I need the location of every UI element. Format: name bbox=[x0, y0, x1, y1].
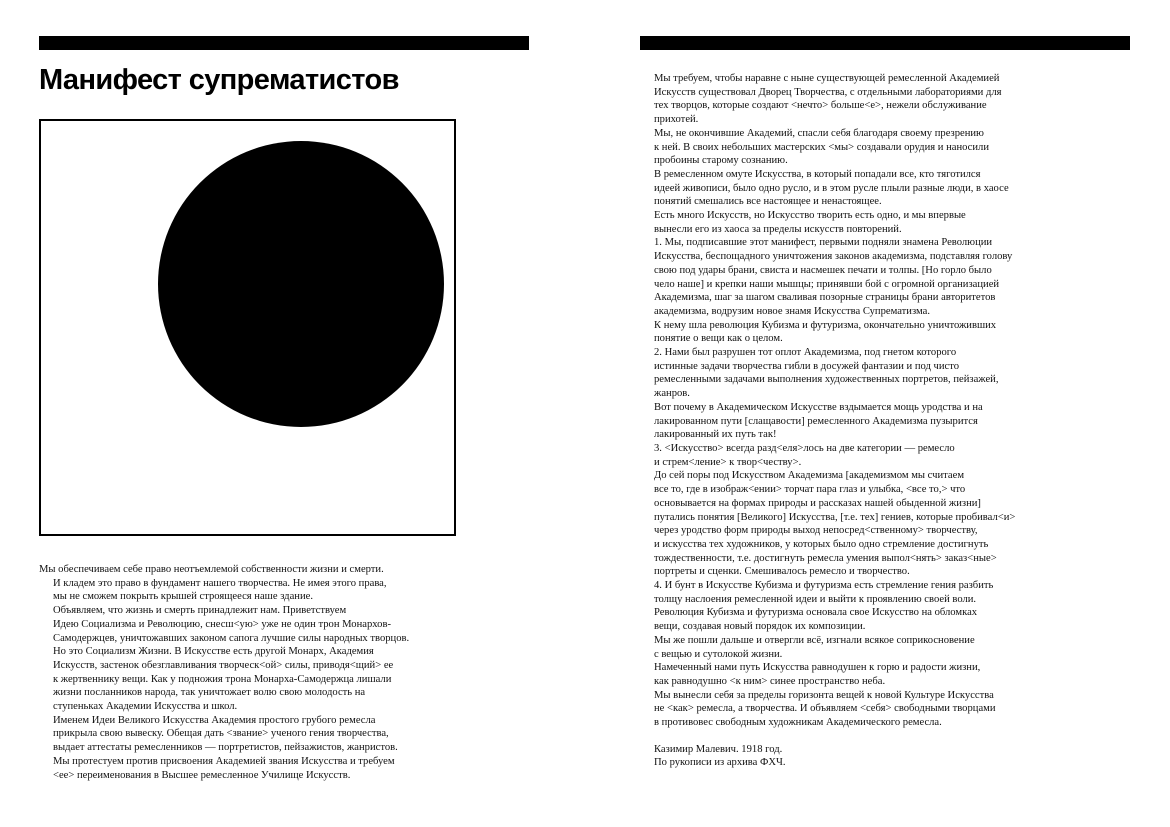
text-line: И кладем это право в фундамент нашего творчества. Не имея этого права, bbox=[53, 577, 387, 589]
black-circle bbox=[158, 141, 444, 427]
text-line: Но это Социализм Жизни. В Искусстве есть другой Монарх, Академия bbox=[53, 646, 374, 658]
text-line: свою под удары брани, свиста и насмешек печати и толпы. [Но горло было bbox=[654, 264, 992, 276]
text-line: и искусства тех художников, у которых было одно стремление достигнуть bbox=[654, 538, 989, 550]
paragraph bbox=[640, 634, 1065, 661]
paragraph bbox=[39, 645, 461, 714]
text-line: Объявляем, что жизнь и смерть принадлежит нам. Приветствуем bbox=[53, 605, 347, 617]
signature bbox=[640, 743, 1065, 770]
text-line: Мы же пошли дальше и отвергли всё, изгнали всякое соприкосновение bbox=[654, 634, 975, 646]
text-line: вещи, создавая новый порядок их композиции. bbox=[654, 621, 866, 633]
paragraph bbox=[39, 714, 461, 755]
paragraph bbox=[640, 606, 1065, 633]
text-line: понятий смешались все настоящее и ненастоящее. bbox=[654, 196, 882, 208]
text-line: лакированный их путь так! bbox=[654, 429, 777, 441]
paragraph bbox=[640, 442, 1065, 469]
left-column-text bbox=[39, 563, 461, 782]
text-line: к ней. В своих небольших мастерских <мы> создавали орудия и наносили bbox=[654, 141, 990, 153]
text-line: Мы обеспечиваем себе право неотъемлемой собственности жизни и смерти. bbox=[39, 564, 384, 575]
text-line: не <как> ремесла, а творчества. И объявляем <себя> свободными творцами bbox=[654, 703, 996, 715]
text-line: 3. <Искусство> всегда разд<еля>лось на две категории — ремесло bbox=[654, 442, 955, 454]
text-line: лакированном пути [слащавости] ремесленного Академизма пузырится bbox=[654, 415, 978, 427]
paragraph bbox=[640, 72, 1065, 127]
text-line: Вот почему в Академическом Искусстве вздымается мощь уродства и на bbox=[654, 401, 983, 413]
text-line: понятие о вещи как о целом. bbox=[654, 333, 783, 345]
text-line: вынесли его из хаоса за пределы искусств повторений. bbox=[654, 223, 902, 235]
text-line: толщу наслоения ремесленной идеи и выйти к проявлению своей воли. bbox=[654, 593, 977, 605]
text-line: 4. И бунт в Искусстве Кубизма и футуризма есть стремление гения разбить bbox=[654, 580, 994, 592]
text-line: Революция Кубизма и футуризма основала свое Искусство на обломках bbox=[654, 607, 978, 619]
text-line: 2. Нами был разрушен тот оплот Академизма, под гнетом которого bbox=[654, 347, 957, 359]
page-title: Манифест супрематистов bbox=[39, 64, 399, 96]
text-line: Искусства, беспощадного уничтожения законов академизма, подставляя голову bbox=[654, 251, 1013, 263]
text-line: чело наше] и крепки наши мышцы; принявши бой с огромной организацией bbox=[654, 278, 1000, 290]
paragraph bbox=[640, 168, 1065, 209]
text-line: истинные задачи творчества гибли в досужей фантазии и под чисто bbox=[654, 360, 960, 372]
text-line: Мы протестуем против присвоения Академией звания Искусства и требуем bbox=[53, 755, 395, 767]
text-line: Мы, не окончившие Академий, спасли себя благодаря своему презрению bbox=[654, 127, 984, 139]
text-line: все то, где в изображ<ении> торчат пара глаз и улыбка, <все то,> что bbox=[654, 484, 966, 496]
paragraph bbox=[640, 689, 1065, 730]
text-line: Именем Идеи Великого Искусства Академия простого грубого ремесла bbox=[53, 714, 376, 726]
text-line: идеей живописи, было одно русло, и в этом русле плыли разные люди, в хаосе bbox=[654, 182, 1009, 194]
text-line: Намеченный нами путь Искусства равнодушен к горю и радости жизни, bbox=[654, 662, 981, 674]
text-line: Мы требуем, чтобы наравне с ныне существующей ремесленной Академией bbox=[654, 73, 1000, 84]
paragraph bbox=[640, 661, 1065, 688]
text-line: тождественности, т.е. достигнуть ремесла умения выпол<нять> заказ<ные> bbox=[654, 552, 997, 564]
paragraph bbox=[39, 604, 461, 645]
right-column-text bbox=[640, 72, 1065, 770]
paragraph bbox=[640, 127, 1065, 168]
illustration-canvas bbox=[41, 121, 454, 534]
text-line: К нему шла революция Кубизма и футуризма, окончательно уничтоживших bbox=[654, 319, 997, 331]
paragraph bbox=[640, 319, 1065, 346]
paragraph bbox=[640, 236, 1065, 318]
top-rule-left bbox=[39, 36, 529, 50]
top-rule-right bbox=[640, 36, 1130, 50]
paragraph bbox=[640, 346, 1065, 401]
text-line: ремесленными задачами выполнения художественных портретов, пейзажей, bbox=[654, 374, 999, 386]
paragraph bbox=[640, 209, 1065, 236]
text-line: академизма, водрузим новое знамя Искусства Супрематизма. bbox=[654, 305, 930, 317]
text-line: тех творцов, которые создают <нечто> больше<е>, нежели обслуживание bbox=[654, 100, 987, 112]
text-line: прихотей. bbox=[654, 114, 699, 126]
text-line: Самодержцев, уничтожавших законом сапога лучшие силы народных творцов. bbox=[53, 632, 410, 644]
paragraph bbox=[640, 401, 1065, 442]
text-line: через уродство форм природы выход непосред<ственному> творчеству, bbox=[654, 525, 978, 537]
text-line: выдает аттестаты ремесленников — портретистов, пейзажистов, жанристов. bbox=[53, 742, 398, 754]
paragraph bbox=[39, 577, 461, 604]
text-line: мы не сможем покрыть крышей строящееся наше здание. bbox=[53, 591, 313, 603]
text-line: жизни посланников народа, так уничтожает волю свою молодость на bbox=[53, 687, 366, 699]
text-line: Мы вынесли себя за пределы горизонта вещей к новой Культуре Искусства bbox=[654, 689, 994, 701]
text-line: пробоины старому сознанию. bbox=[654, 155, 788, 167]
text-line: Идею Социализма и Революцию, снесш<ую> уже не один трон Монархов- bbox=[53, 618, 391, 630]
text-line: Академизма, шаг за шагом сваливая позорные страницы брани авторитетов bbox=[654, 292, 996, 304]
text-line: и стрем<ление> к твор<честву>. bbox=[654, 456, 802, 468]
text-line: к жертвеннику вещи. Как у подножия трона Монарха-Самодержца лишали bbox=[53, 673, 392, 685]
text-line: Искусств, застенок обезглавливания творческ<ой> силы, приводя<щий> ее bbox=[53, 659, 394, 671]
suprematist-illustration bbox=[39, 119, 456, 536]
text-line: В ремесленном омуте Искусства, в который попадали все, кто тяготился bbox=[654, 168, 981, 180]
text-line: До сей поры под Искусством Академизма [академизмом мы считаем bbox=[654, 470, 965, 482]
text-line: прикрыла свою вывеску. Обещая дать <звание> ученого гения творчества, bbox=[53, 728, 389, 740]
paragraph bbox=[640, 469, 1065, 579]
text-line: портреты и сценки. Смешивалось ремесло и творчество. bbox=[654, 566, 910, 578]
text-line: <ее> переименования в Высшее ремесленное Училище Искусств. bbox=[53, 769, 351, 781]
text-line: в противовес свободным художникам Академического ремесла. bbox=[654, 717, 942, 729]
text-line: как равнодушно <к ним> синее пространство неба. bbox=[654, 675, 886, 687]
signature-line: Казимир Малевич. 1918 год. bbox=[654, 743, 783, 755]
paragraph bbox=[640, 579, 1065, 606]
text-line: с вещью и сутолокой жизни. bbox=[654, 648, 783, 660]
text-line: жанров. bbox=[654, 388, 690, 400]
signature-line: По рукописи из архива ФХЧ. bbox=[654, 757, 786, 769]
text-line: Есть много Искусств, но Искусство творить есть одно, и мы впервые bbox=[654, 210, 966, 222]
text-line: ступеньках Академии Искусства и школ. bbox=[53, 701, 238, 713]
text-line: путались понятия [Великого] Искусства, [т.е. тех] гениев, которые пробивал<и> bbox=[654, 511, 1016, 523]
paragraph bbox=[39, 563, 461, 577]
text-line: Искусств существовал Дворец Творчества, с отдельными лабораториями для bbox=[654, 86, 1002, 98]
text-line: 1. Мы, подписавшие этот манифест, первыми подняли знамена Революции bbox=[654, 237, 993, 249]
paragraph bbox=[39, 755, 461, 782]
text-line: основывается на формах природы и рассказах нашей обыденной жизни] bbox=[654, 497, 981, 509]
